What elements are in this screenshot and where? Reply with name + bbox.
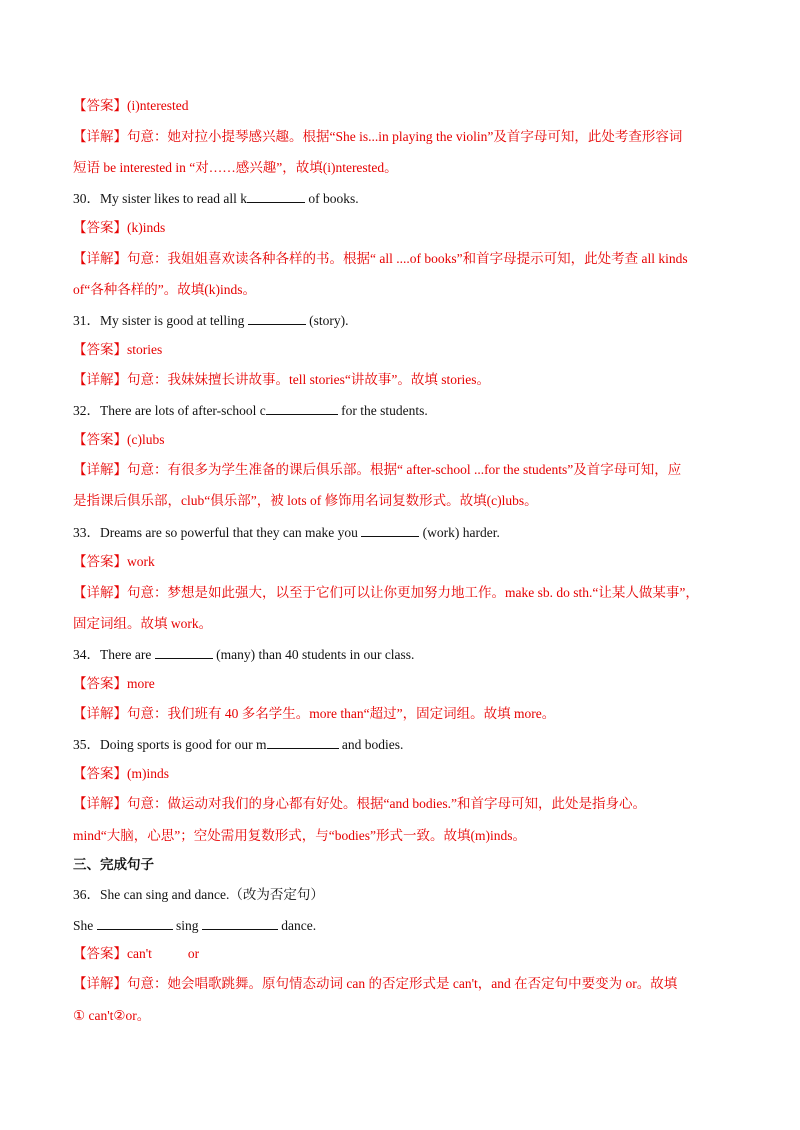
detail-34-line-1: 【详解】句意：我们班有 40 多名学生。more than“超过”，固定词组。故填 more。 xyxy=(73,706,556,721)
question-36: 36．She can sing and dance.（改为否定句） xyxy=(73,887,324,902)
answer-blank xyxy=(267,734,339,749)
detail-36-line-2: ① can't②or。 xyxy=(73,1008,151,1023)
answer-32: 【答案】(c)lubs xyxy=(73,432,165,447)
question-36-fill: She sing dance. xyxy=(73,915,316,936)
detail-36-line-1: 【详解】句意：她会唱歌跳舞。原句情态动词 can 的否定形式是 can't，and 在否定句中要变为 or。故填 xyxy=(73,976,678,991)
answer-31: 【答案】stories xyxy=(73,342,163,357)
answer-blank xyxy=(361,522,419,537)
answer-30: 【答案】(k)inds xyxy=(73,220,166,235)
section-title: 三、完成句子 xyxy=(73,857,154,872)
detail-35-line-2: mind“大脑，心思”；空处需用复数形式，与“bodies”形式一致。故填(m)inds。 xyxy=(73,828,526,843)
detail-31-line-1: 【详解】句意：我妹妹擅长讲故事。tell stories“讲故事”。故填 stories。 xyxy=(73,372,490,387)
answer-blank xyxy=(248,310,306,325)
answer-29: 【答案】(i)nterested xyxy=(73,98,189,113)
detail-33-line-2: 固定词组。故填 work。 xyxy=(73,616,213,631)
question-31: 31．My sister is good at telling (story). xyxy=(73,310,349,331)
answer-33: 【答案】work xyxy=(73,554,155,569)
answer-blank-1 xyxy=(97,915,173,930)
detail-32-line-1: 【详解】句意：有很多为学生准备的课后俱乐部。根据“ after-school ...for the students”及首字母可知，应 xyxy=(73,462,682,477)
question-34: 34．There are (many) than 40 students in our class. xyxy=(73,644,414,665)
detail-29-line-1: 【详解】句意：她对拉小提琴感兴趣。根据“She is...in playing the violin”及首字母可知，此处考查形容词 xyxy=(73,129,683,144)
detail-32-line-2: 是指课后俱乐部，club“俱乐部”，被 lots of 修饰用名词复数形式。故填(c)lubs。 xyxy=(73,493,538,508)
detail-29-line-2: 短语 be interested in “对……感兴趣”，故填(i)nterested。 xyxy=(73,160,398,175)
answer-blank-2 xyxy=(202,915,278,930)
detail-33-line-1: 【详解】句意：梦想是如此强大，以至于它们可以让你更加努力地工作。make sb. do sth.“让某人做某事”， xyxy=(73,585,699,600)
detail-35-line-1: 【详解】句意：做运动对我们的身心都有好处。根据“and bodies.”和首字母可知，此处是指身心。 xyxy=(73,796,646,811)
answer-blank xyxy=(266,400,338,415)
question-33: 33．Dreams are so powerful that they can make you (work) harder. xyxy=(73,522,500,543)
answer-blank xyxy=(247,188,305,203)
question-32: 32．There are lots of after-school c for the students. xyxy=(73,400,428,421)
answer-35: 【答案】(m)inds xyxy=(73,766,169,781)
answer-36: 【答案】can't or xyxy=(73,946,200,961)
question-35: 35．Doing sports is good for our m and bodies. xyxy=(73,734,403,755)
answer-34: 【答案】more xyxy=(73,676,155,691)
detail-30-line-2: of“各种各样的”。故填(k)inds。 xyxy=(73,282,256,297)
question-30: 30．My sister likes to read all k of books. xyxy=(73,188,359,209)
answer-blank xyxy=(155,644,213,659)
detail-30-line-1: 【详解】句意：我姐姐喜欢读各种各样的书。根据“ all ....of books”和首字母提示可知，此处考查 all kinds xyxy=(73,251,688,266)
